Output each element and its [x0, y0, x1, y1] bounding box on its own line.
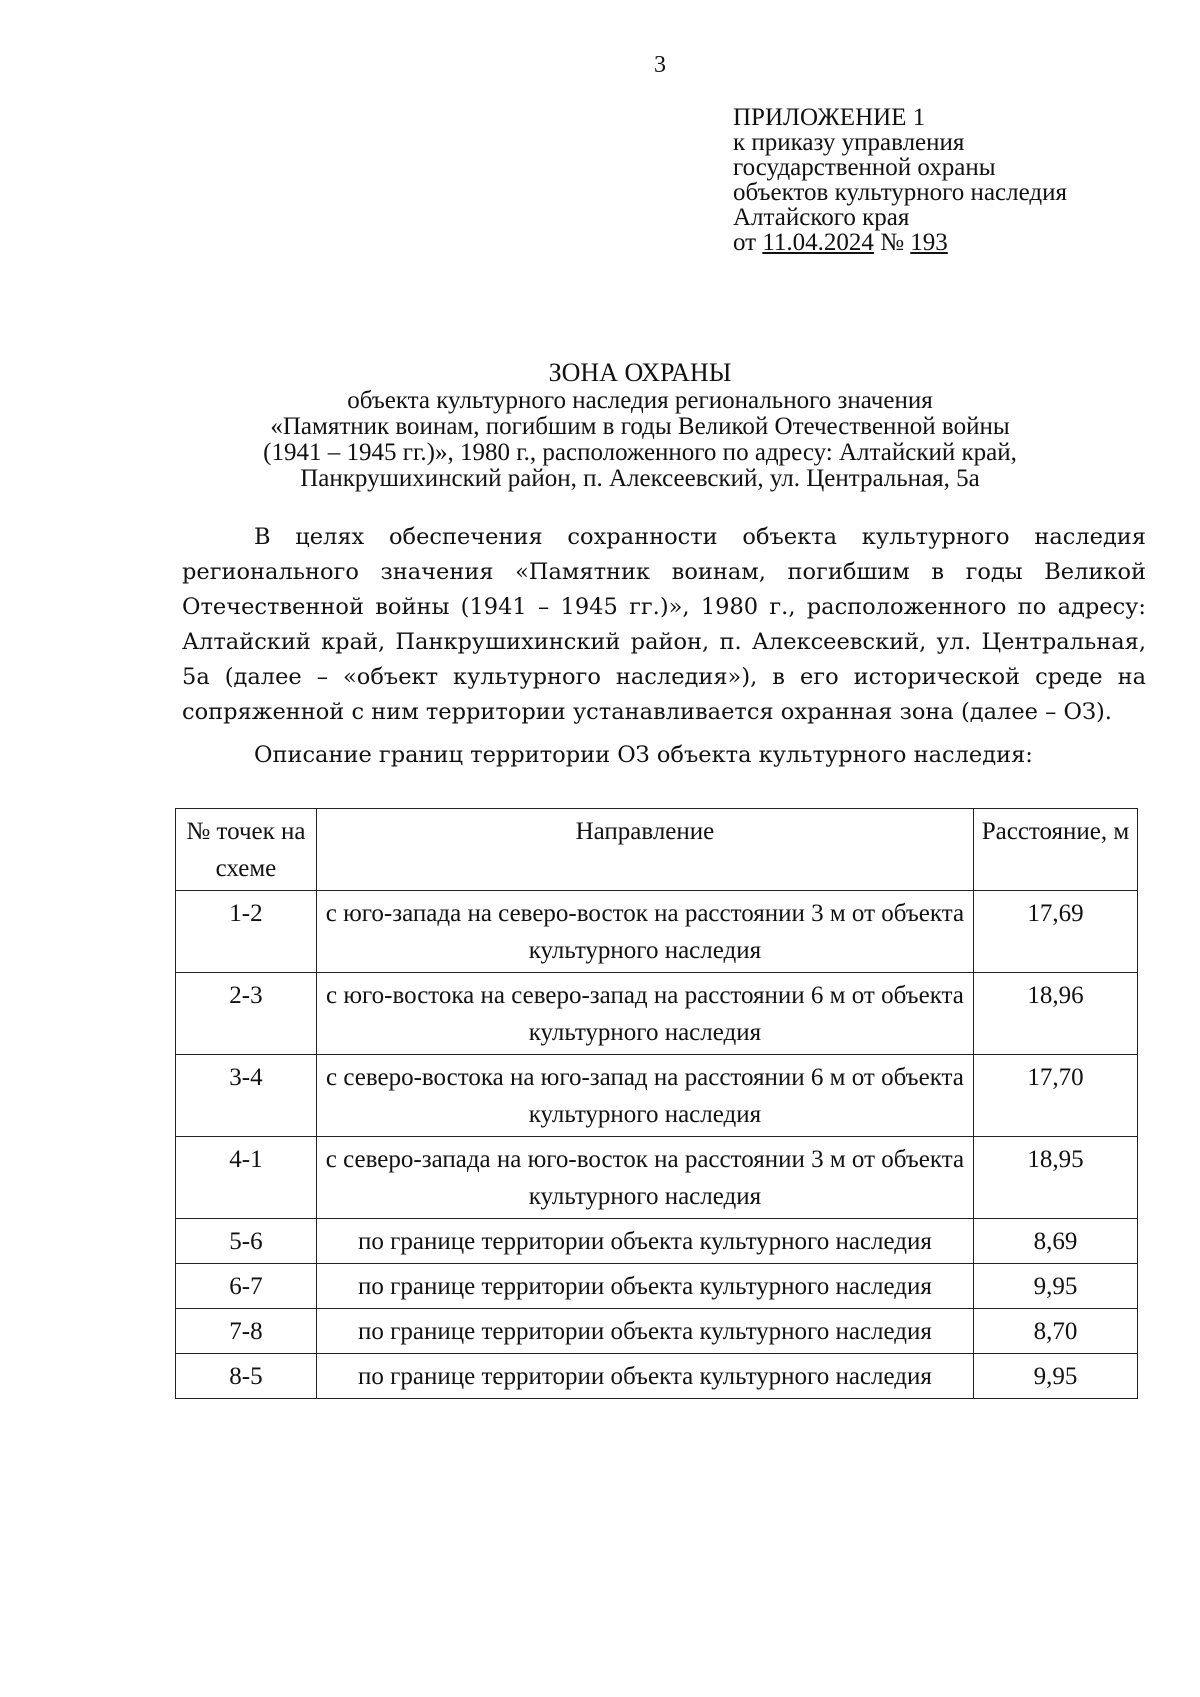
table-row [176, 891, 1138, 973]
cell-direction: по границе территории объекта культурного наследия [316, 1264, 973, 1309]
cell-distance: 8,69 [973, 1219, 1137, 1264]
table-row [176, 1055, 1138, 1137]
cell-points: 2-3 [176, 973, 317, 1055]
table-caption: Описание границ территории ОЗ объекта культурного наследия: [254, 742, 1033, 768]
appendix-line: к приказу управления [733, 129, 965, 156]
header-points: № точек на схеме [176, 809, 317, 891]
cell-direction: по границе территории объекта культурного наследия [316, 1309, 973, 1354]
order-date: 11.04.2024 [762, 229, 874, 256]
cell-points: 5-6 [176, 1219, 317, 1264]
cell-points: 4-1 [176, 1137, 317, 1219]
header-distance: Расстояние, м [973, 809, 1137, 891]
table-row [176, 1354, 1138, 1399]
cell-distance: 18,96 [973, 973, 1137, 1055]
cell-points: 8-5 [176, 1354, 317, 1399]
cell-distance: 18,95 [973, 1137, 1137, 1219]
cell-distance: 8,70 [973, 1309, 1137, 1354]
heading-line: (1941 – 1945 гг.)», 1980 г., расположенного по адресу: Алтайский край, [263, 439, 1017, 466]
order-number: 193 [910, 229, 948, 256]
appendix-line: Алтайского края [733, 204, 910, 231]
cell-points: 1-2 [176, 891, 317, 973]
appendix-date-line [733, 230, 1173, 255]
appendix-line: государственной охраны [733, 154, 996, 181]
number-prefix: № [873, 229, 911, 256]
cell-distance: 9,95 [973, 1264, 1137, 1309]
table-row [176, 1219, 1138, 1264]
cell-direction: с северо-востока на юго-запад на расстоянии 6 м от объекта культурного наследия [316, 1055, 973, 1137]
appendix-title: ПРИЛОЖЕНИЕ 1 [733, 104, 926, 131]
cell-distance: 17,69 [973, 891, 1137, 973]
heading-line: Панкрушихинский район, п. Алексеевский, ул. Центральная, 5а [300, 465, 980, 492]
appendix-line: объектов культурного наследия [733, 179, 1067, 206]
document-heading [200, 360, 1080, 492]
table-row [176, 1137, 1138, 1219]
cell-distance: 9,95 [973, 1354, 1137, 1399]
page-number: 3 [654, 52, 666, 78]
table-row [176, 973, 1138, 1055]
table-row [176, 1264, 1138, 1309]
cell-direction: с юго-запада на северо-восток на расстоянии 3 м от объекта культурного наследия [316, 891, 973, 973]
heading-line: объекта культурного наследия регионального значения [347, 387, 933, 414]
cell-direction: с юго-востока на северо-запад на расстоянии 6 м от объекта культурного наследия [316, 973, 973, 1055]
date-prefix: от [733, 229, 763, 256]
cell-direction: с северо-запада на юго-восток на расстоянии 3 м от объекта культурного наследия [316, 1137, 973, 1219]
cell-direction: по границе территории объекта культурного наследия [316, 1219, 973, 1264]
cell-points: 7-8 [176, 1309, 317, 1354]
table-row [176, 1309, 1138, 1354]
heading-line: «Памятник воинам, погибшим в годы Великой Отечественной войны [270, 413, 1010, 440]
body-paragraph [182, 520, 1146, 730]
header-direction: Направление [316, 809, 973, 891]
cell-points: 3-4 [176, 1055, 317, 1137]
cell-direction: по границе территории объекта культурного наследия [316, 1354, 973, 1399]
cell-distance: 17,70 [973, 1055, 1137, 1137]
cell-points: 6-7 [176, 1264, 317, 1309]
document-title: ЗОНА ОХРАНЫ [548, 358, 732, 387]
paragraph-text: В целях обеспечения сохранности объекта культурного наследия регионального значения «Памятник воинам, погибшим в годы Великой Отечественной войны (1941 – 1945 гг.)», 1980 г., расположенного по адресу: Алтайский край, Панкрушихинский район, п. Алексеевский, ул. Центральная, 5а (далее – «объект культурного наследия»), в его исторической среде на сопряженной с ним территории устанавливается охранная зона (далее – ОЗ). [182, 524, 1146, 725]
appendix-header [733, 105, 1173, 255]
boundary-table [175, 808, 1138, 1399]
table-header-row [176, 809, 1138, 891]
